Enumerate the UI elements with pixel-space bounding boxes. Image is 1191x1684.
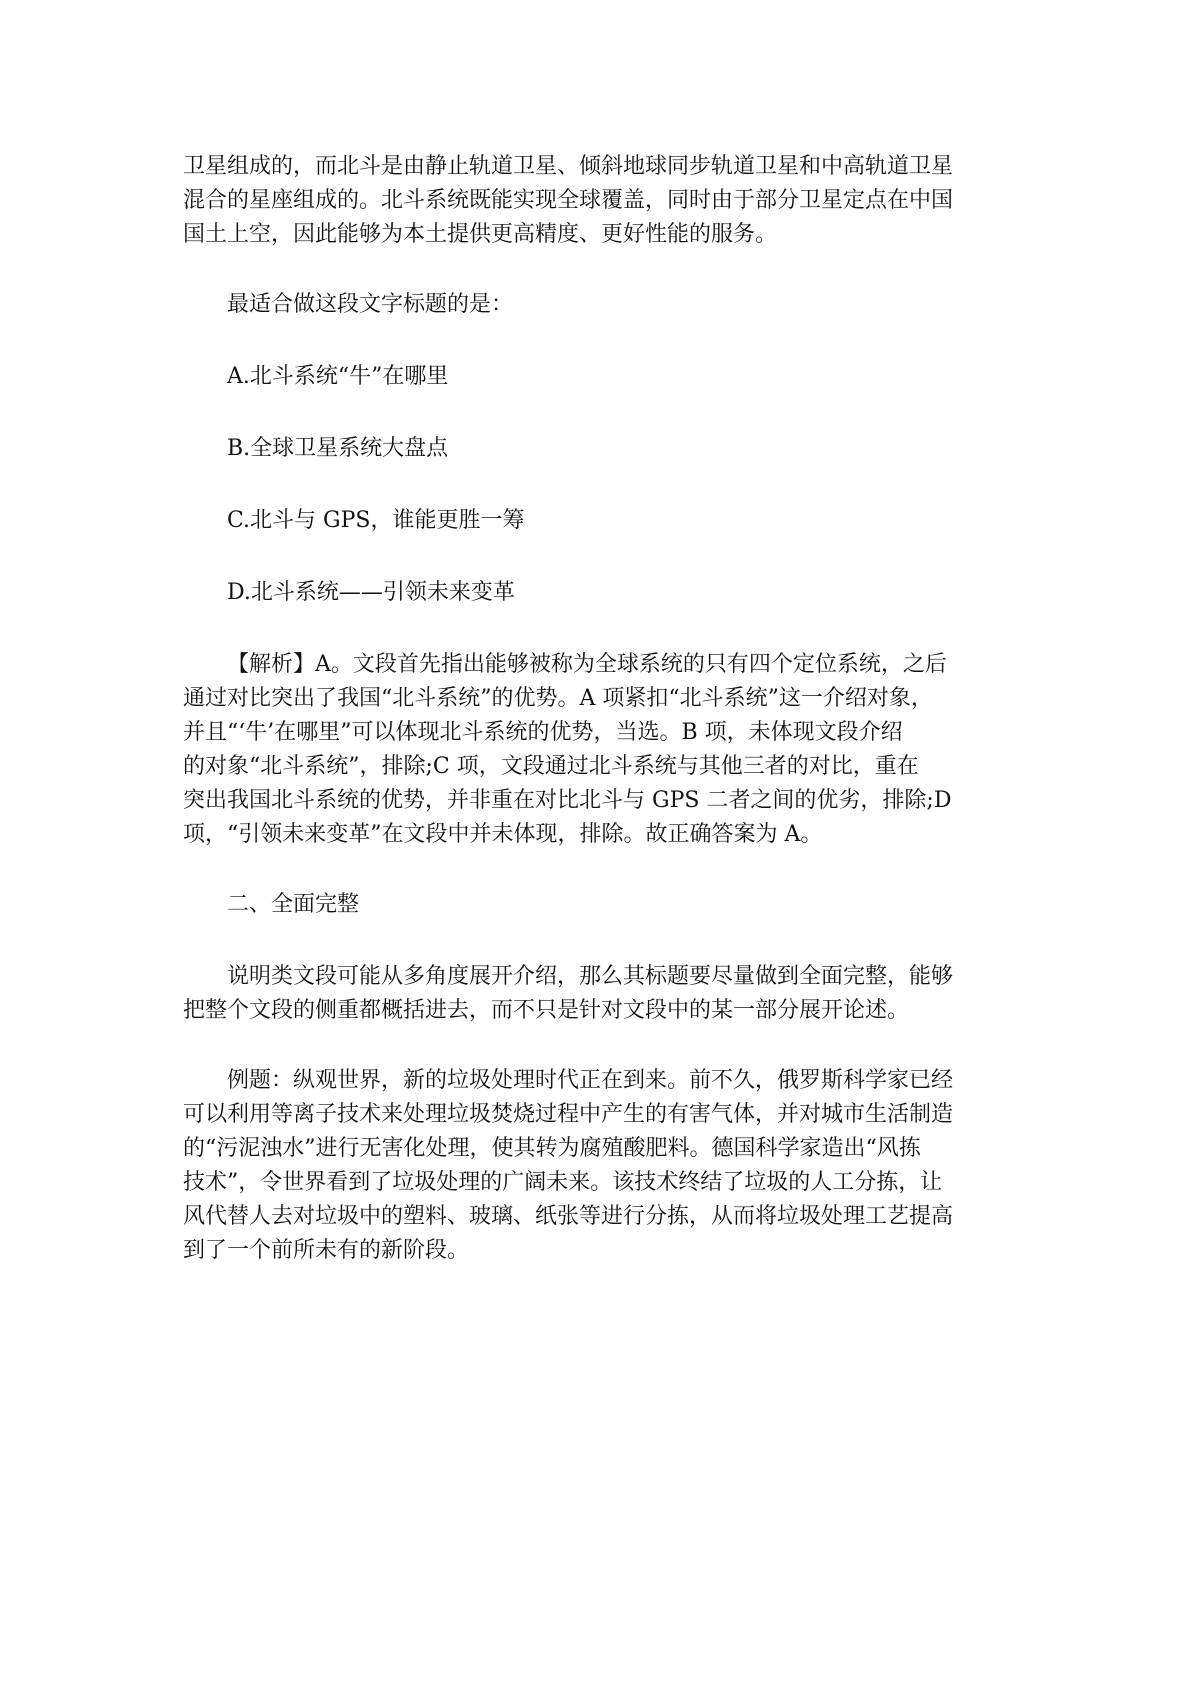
section-heading: 二、全面完整	[227, 892, 360, 917]
text-line: 说明类文段可能从多角度展开介绍，那么其标题要尽量做到全面完整，能够	[227, 964, 954, 989]
text-line: 的“污泥浊水”进行无害化处理，使其转为腐殖酸肥料。德国科学家造出“风拣	[183, 1136, 921, 1161]
text-line: 并且“‘牛’在哪里”可以体现北斗系统的优势，当选。B 项，未体现文段介绍	[183, 720, 903, 745]
document-body	[183, 150, 1013, 1304]
text-line: 突出我国北斗系统的优势，并非重在对比北斗与 GPS 二者之间的优劣，排除;D	[183, 788, 952, 813]
text-line: 技术”，令世界看到了垃圾处理的广阔未来。该技术终结了垃圾的人工分拣，让	[183, 1170, 943, 1195]
text-line: 项，“引领未来变革”在文段中并未体现，排除。故正确答案为 A。	[183, 822, 823, 847]
example-paragraph	[183, 1064, 1013, 1268]
intro-paragraph	[183, 150, 1013, 252]
text-line: 国土上空，因此能够为本土提供更高精度、更好性能的服务。	[183, 222, 778, 247]
option-c: C.北斗与 GPS，谁能更胜一筹	[227, 508, 525, 533]
text-line: 例题：纵观世界，新的垃圾处理时代正在到来。前不久，俄罗斯科学家已经	[227, 1068, 954, 1093]
option-a: A.北斗系统“牛”在哪里	[227, 364, 449, 389]
explanation-paragraph	[183, 960, 1013, 1028]
text-line: 到了一个前所未有的新阶段。	[183, 1238, 470, 1263]
text-line: 卫星组成的，而北斗是由静止轨道卫星、倾斜地球同步轨道卫星和中高轨道卫星	[183, 154, 954, 179]
text-line: 【解析】A。文段首先指出能够被称为全球系统的只有四个定位系统，之后	[227, 652, 947, 677]
text-line: 的对象“北斗系统”，排除;C 项，文段通过北斗系统与其他三者的对比，重在	[183, 754, 919, 779]
text-line: 风代替人去对垃圾中的塑料、玻璃、纸张等进行分拣，从而将垃圾处理工艺提高	[183, 1204, 954, 1229]
text-line: 把整个文段的侧重都概括进去，而不只是针对文段中的某一部分展开论述。	[183, 998, 910, 1023]
question-prompt: 最适合做这段文字标题的是：	[227, 292, 514, 317]
analysis-paragraph	[183, 648, 1013, 852]
text-line: 混合的星座组成的。北斗系统既能实现全球覆盖，同时由于部分卫星定点在中国	[183, 188, 954, 213]
option-b: B.全球卫星系统大盘点	[227, 436, 449, 461]
option-d: D.北斗系统——引领未来变革	[227, 580, 515, 605]
text-line: 可以利用等离子技术来处理垃圾焚烧过程中产生的有害气体，并对城市生活制造	[183, 1102, 954, 1127]
text-line: 通过对比突出了我国“北斗系统”的优势。A 项紧扣“北斗系统”这一介绍对象，	[183, 686, 933, 711]
